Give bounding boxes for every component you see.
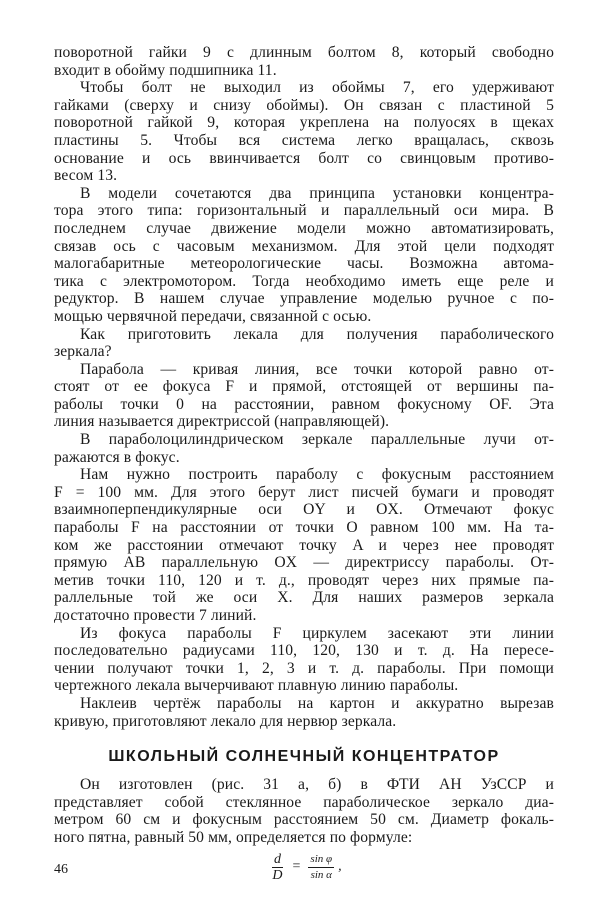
text-line: Нам нужно построить параболу с фокусным расстоянием xyxy=(80,466,554,484)
text-line: чении получают точки 1, 2, 3 и т. д. параболы. При помощи xyxy=(54,659,554,677)
text-line: основание и ось ввинчивается болт со свинцовым противо- xyxy=(54,149,554,167)
text-line: Парабола — кривая линия, все точки которой равно от- xyxy=(80,360,554,378)
paragraph-5 xyxy=(54,361,554,431)
text-line: Как приготовить лекала для получения параболического xyxy=(80,325,554,343)
text-line: прямую AB параллельную OX — директриссу параболы. От- xyxy=(54,554,554,572)
section-paragraph xyxy=(54,776,554,846)
paragraph-6 xyxy=(54,431,554,466)
page-number: 46 xyxy=(54,862,68,877)
text-line: В параболоцилиндрическом зеркале параллельные лучи от- xyxy=(80,431,554,449)
text-line: весом 13. xyxy=(54,167,118,185)
text-line: мощью червячной передачи, связанной с осью. xyxy=(54,307,372,325)
text-line: поворотной гайки 9 с длинным болтом 8, который свободно xyxy=(54,44,554,61)
text-line: линия называется директриссой (направляющей). xyxy=(54,413,390,431)
text-line: метив точки 110, 120 и т. д., проводят через них прямые па- xyxy=(54,571,554,589)
text-line: стоят от ее фокуса F и прямой, отстоящей от вершины па- xyxy=(54,378,554,396)
text-line: достаточно провести 7 линий. xyxy=(54,607,257,624)
text-line: Из фокуса параболы F циркулем засекают эти линии xyxy=(80,624,554,642)
text-line: раллельные той же оси X. Для наших размеров зеркала xyxy=(54,589,554,607)
paragraph-2 xyxy=(54,79,554,185)
formula-trailing-comma: , xyxy=(338,859,342,875)
section-heading: ШКОЛЬНЫЙ СОЛНЕЧНЫЙ КОНЦЕНТРАТОР xyxy=(108,748,500,766)
text-line: входит в обойму подшипника 11. xyxy=(54,61,277,79)
text-line: раболы точки 0 на расстоянии, равном фокусному OF. Эта xyxy=(54,395,554,413)
text-line: метром 60 см и фокусным расстоянием 50 см. Диаметр фокаль- xyxy=(54,811,554,829)
paragraph-4 xyxy=(54,326,554,361)
formula-lhs-denominator: D xyxy=(272,867,283,883)
text-line: последовательно радиусами 110, 120, 130 и т. д. На пересе- xyxy=(54,642,554,660)
text-line: пластины 5. Чтобы вся система легко вращалась, сквозь xyxy=(54,131,554,149)
formula-lhs-numerator: d xyxy=(273,851,281,867)
text-line: тора этого типа: горизонтальный и параллельный оси мира. В xyxy=(54,202,554,220)
text-line: взаимноперпендикулярные оси OY и OX. Отмечают фокус xyxy=(54,501,554,519)
text-line: поворотной гайкой 9, которая укреплена на полуосях в щеках xyxy=(54,114,554,132)
paragraph-3 xyxy=(54,185,554,326)
formula-lhs-fraction xyxy=(270,852,284,883)
text-line: малогабаритные метеорологические часы. Возможна автома- xyxy=(54,255,554,273)
text-line: кривую, приготовляют лекало для нервюр зеркала. xyxy=(54,712,397,730)
text-line: ражаются в фокус. xyxy=(54,448,180,466)
formula-rhs-fraction xyxy=(308,852,334,883)
formula-rhs-denominator: sin α xyxy=(310,868,332,881)
text-line: ком же расстоянии отмечают точку A и через нее проводят xyxy=(54,536,554,554)
paragraph-1 xyxy=(54,44,554,79)
formula-rhs-numerator: sin φ xyxy=(308,852,334,868)
formula-equals: = xyxy=(292,859,301,875)
paragraph-7 xyxy=(54,466,554,624)
text-line: представляет собой стеклянное параболическое зеркало диа- xyxy=(54,793,554,811)
text-line: редуктор. В нашем случае управление моделью ручное с по- xyxy=(54,290,554,308)
text-line: зеркала? xyxy=(54,343,112,361)
paragraph-9 xyxy=(54,695,554,730)
text-line: последнем случае движение модели можно автоматизировать, xyxy=(54,219,554,237)
text-line: ного пятна, равный 50 мм, определяется по формуле: xyxy=(54,828,413,846)
text-line: Наклеив чертёж параболы на картон и аккуратно вырезав xyxy=(80,694,554,712)
text-line: гайками (сверху и снизу обоймы). Он связан с пластиной 5 xyxy=(54,96,554,114)
formula xyxy=(54,852,554,883)
text-line: чертежного лекала вычерчивают плавную линию параболы. xyxy=(54,677,459,695)
text-line: связав ось с часовым механизмом. Для этой цели подходят xyxy=(54,237,554,255)
text-line: параболы F на расстоянии от точки O равном 100 мм. На та- xyxy=(54,519,554,537)
text-line: Чтобы болт не выходил из обоймы 7, его удерживают xyxy=(80,79,554,97)
text-line: В модели сочетаются два принципа установки концентра- xyxy=(80,184,554,202)
text-line: F = 100 мм. Для этого берут лист писчей бумаги и проводят xyxy=(54,483,554,501)
text-line: тика с электромотором. Тогда необходимо иметь еще реле и xyxy=(54,272,554,290)
paragraph-8 xyxy=(54,625,554,695)
text-line: Он изготовлен (рис. 31 а, б) в ФТИ АН УзССР и xyxy=(80,776,554,794)
